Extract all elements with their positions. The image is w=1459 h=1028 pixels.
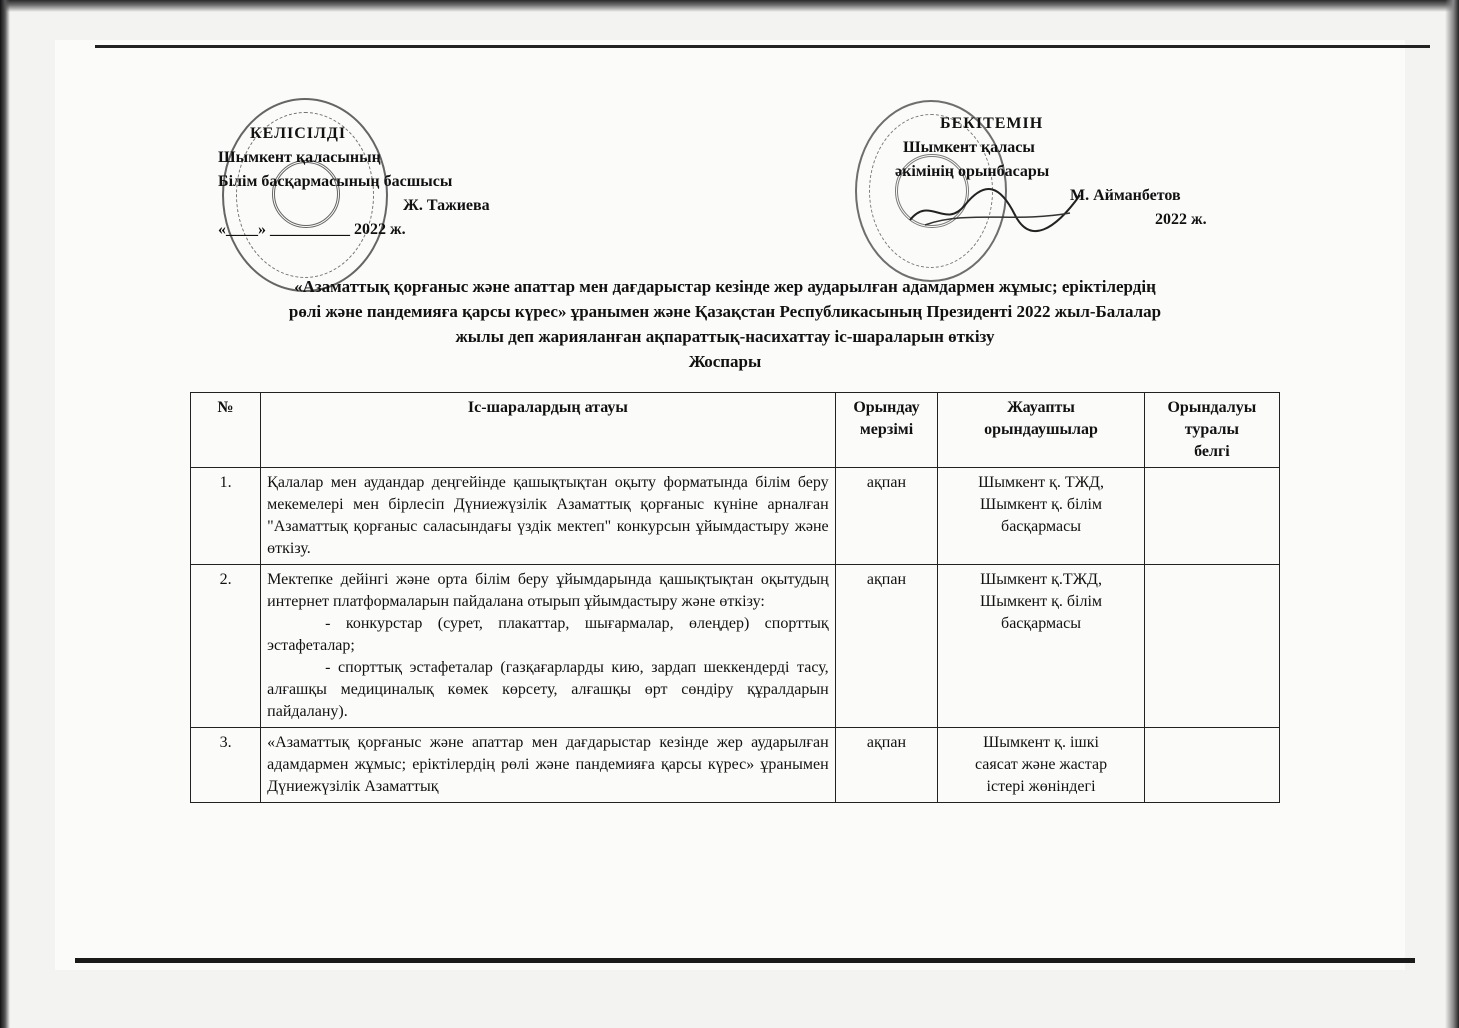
- scan-edge-top: [0, 0, 1459, 12]
- page-edge-line-bottom: [75, 958, 1415, 963]
- scan-edge-right: [1445, 0, 1459, 1028]
- header-deadline: Орындау мерзімі: [835, 393, 938, 468]
- row-responsible: Шымкент қ.ТЖД, Шымкент қ. білім басқармасы: [938, 565, 1144, 728]
- table-row: [191, 565, 1280, 728]
- page-edge-line-top: [95, 45, 1430, 48]
- row-completion-mark: [1144, 565, 1279, 728]
- row-event-item: - спорттық эстафеталар (газқағарларды кию, зардап шеккендерді тасу, алғашқы медициналық көмек көрсету, алғашқы өрт сөндіру құралдарын пайдалану).: [267, 659, 829, 720]
- header-number: №: [191, 393, 261, 468]
- row-event-name: [261, 565, 835, 728]
- title-line-1: «Азаматтық қорғаныс және апаттар мен дағдарыстар кезінде жер аударылған адамдармен жұмыс; еріктілердің: [294, 277, 1156, 296]
- approval-left-line1: Шымкент қаласының: [218, 149, 381, 166]
- table-header-row: [191, 393, 1280, 468]
- title-line-2: рөлі және пандемияға қарсы күрес» ұранымен және Қазақстан Республикасының Президенті 2022 жыл-Балалар: [288, 302, 1162, 321]
- approval-right-name: М. Айманбетов: [1070, 187, 1181, 204]
- row-event-intro: Мектепке дейінгі және орта білім беру ұйымдарында қашықтықтан оқытудың интернет платформаларын пайдалана отырып ұйымдастыру және өткізу:: [267, 571, 829, 610]
- plan-table: [190, 392, 1280, 803]
- scan-edge-left: [0, 0, 10, 1028]
- approval-right-date: 2022 ж.: [1155, 211, 1207, 228]
- approval-block-left: [218, 122, 538, 242]
- header-event-name: Іс-шаралардың атауы: [261, 393, 835, 468]
- row-responsible: Шымкент қ. ТЖД, Шымкент қ. білім басқармасы: [938, 468, 1144, 565]
- approval-right-line2: әкімінің орынбасары: [895, 163, 1050, 180]
- row-responsible: Шымкент қ. ішкі саясат және жастар істері жөніндегі: [938, 728, 1144, 803]
- approval-left-date: «____» __________ 2022 ж.: [218, 221, 406, 238]
- row-completion-mark: [1144, 728, 1279, 803]
- approval-right-label: БЕКІТЕМІН: [940, 115, 1044, 132]
- row-deadline: ақпан: [835, 728, 938, 803]
- row-completion-mark: [1144, 468, 1279, 565]
- header-completion-mark: Орындалуы туралы белгі: [1144, 393, 1279, 468]
- title-line-3: жылы деп жарияланған ақпараттық-насихаттау іс-шараларын өткізу: [455, 327, 995, 346]
- row-event-item: - конкурстар (сурет, плакаттар, шығармалар, өлеңдер) спорттық эстафеталар;: [267, 615, 829, 654]
- row-deadline: ақпан: [835, 565, 938, 728]
- row-deadline: ақпан: [835, 468, 938, 565]
- approval-left-name: Ж. Тажиева: [403, 197, 490, 214]
- table-row: [191, 468, 1280, 565]
- approval-right-line1: Шымкент қаласы: [903, 139, 1035, 156]
- title-line-4: Жоспары: [688, 352, 762, 371]
- row-event-name: Қалалар мен аудандар деңгейінде қашықтықтан оқыту форматында білім беру мекемелері мен бірлесіп Дүниежүзілік Азаматтық қорғаныс күніне арналған "Азаматтық қорғаныс саласындағы үздік мектеп" конкурсын ұйымдастыру және өткізу.: [261, 468, 835, 565]
- header-responsible: Жауапты орындаушылар: [938, 393, 1144, 468]
- approval-left-label: КЕЛІСІЛДІ: [250, 125, 347, 142]
- row-number: 1.: [191, 468, 261, 565]
- row-event-name: «Азаматтық қорғаныс және апаттар мен дағдарыстар кезінде жер аударылған адамдармен жұмыс; еріктілердің рөлі және пандемияға қарсы күрес» ұранымен Дүниежүзілік Азаматтық: [261, 728, 835, 803]
- row-number: 2.: [191, 565, 261, 728]
- table-row: [191, 728, 1280, 803]
- approval-block-right: [885, 112, 1230, 232]
- approval-left-line2: Білім басқармасының басшысы: [218, 173, 453, 190]
- row-number: 3.: [191, 728, 261, 803]
- document-title: [185, 274, 1265, 374]
